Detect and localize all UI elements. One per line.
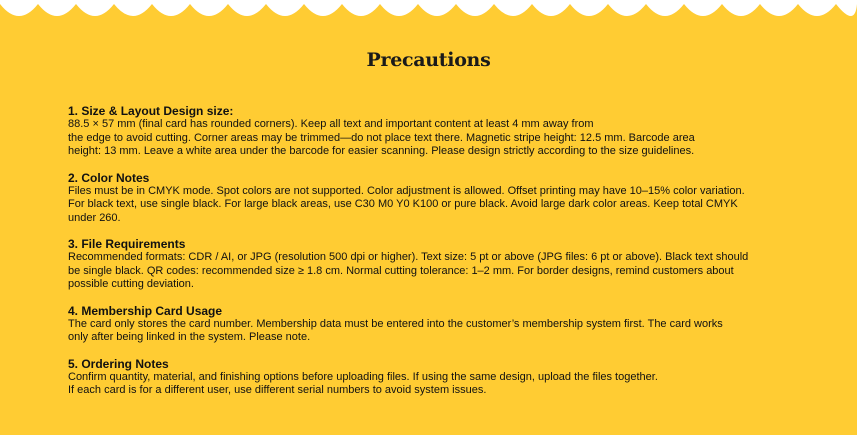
section-ordering-notes [68,358,848,398]
section-text-line: The card only stores the card number. Membership data must be entered into the customer’s membership system first. The card works [68,317,723,330]
section-text-line: Recommended formats: CDR / AI, or JPG (resolution 500 dpi or higher). Text size: 5 pt or above (JPG files: 6 pt or above). Black text should [68,251,749,263]
section-heading: 2. Color Notes [68,170,150,185]
section-color-notes [68,172,848,226]
section-text-line: height: 13 mm. Leave a white area under the barcode for easier scanning. Please design strictly according to the size guidelines. [68,145,695,157]
section-text-line: the edge to avoid cutting. Corner areas may be trimmed—do not place text there. Magnetic stripe height: 12.5 mm. Barcode area [68,131,695,144]
section-membership-card-usage [68,305,848,345]
section-text-line: be single black. QR codes: recommended size ≥ 1.8 cm. Normal cutting tolerance: 1–2 mm. For border designs, remind customers about [68,264,734,277]
section-text-line: 88.5 × 57 mm (final card has rounded corners). Keep all text and important content at least 4 mm away from [68,118,594,130]
section-text-line: For black text, use single black. For large black areas, use C30 M0 Y0 K100 or pure black. Avoid large dark color areas. Keep total CMYK [68,198,738,210]
section-file-requirements [68,238,848,292]
section-heading: 4. Membership Card Usage [68,303,223,318]
section-text-line: only after being linked in the system. Please note. [68,331,311,343]
section-text-line: under 260. [68,211,121,224]
section-heading: 1. Size & Layout Design size: [68,104,234,118]
section-text-line: possible cutting deviation. [68,278,194,290]
scalloped-border [0,0,857,36]
section-size-layout [68,105,848,159]
section-text-line: Confirm quantity, material, and finishing options before uploading files. If using the same design, upload the files together. [68,370,658,383]
precautions-content [68,105,848,411]
page-title: Precautions [366,49,491,71]
section-heading: 5. Ordering Notes [68,356,169,371]
scallop-wave [0,0,857,16]
section-heading: 3. File Requirements [68,237,186,251]
section-text-line: Files must be in CMYK mode. Spot colors are not supported. Color adjustment is allowed. Offset printing may have 10–15% color variation. [68,184,745,197]
section-text-line: If each card is for a different user, use different serial numbers to avoid system issues. [68,384,487,396]
